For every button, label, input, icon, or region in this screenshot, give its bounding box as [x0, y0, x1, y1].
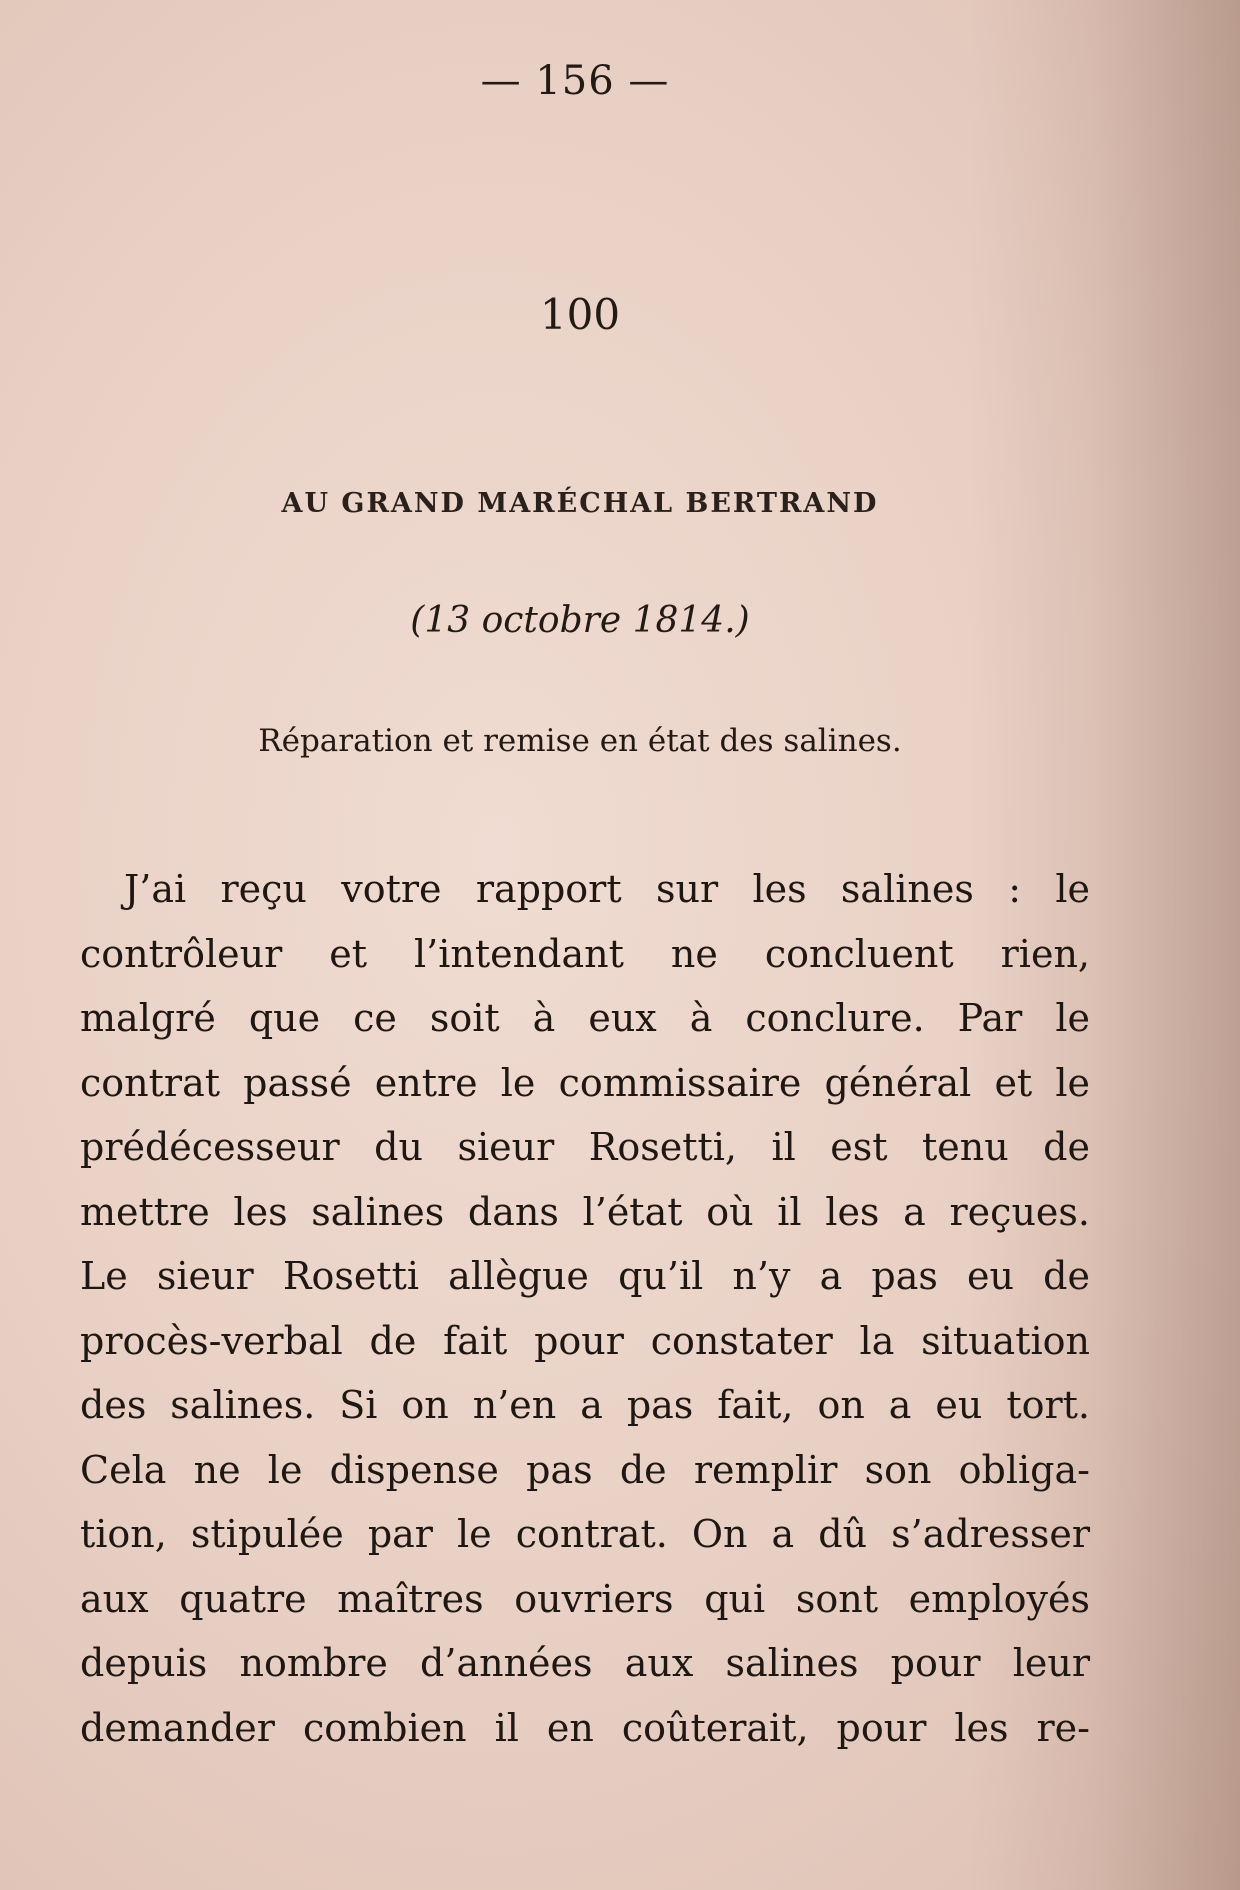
- body-line: mettre les salines dans l’état où il les a reçues.: [80, 1189, 1090, 1234]
- page-number: — 156 —: [480, 58, 670, 104]
- body-line: depuis nombre d’années aux salines pour leur: [80, 1641, 1090, 1685]
- letter-date: (13 octobre 1814.): [410, 600, 750, 641]
- letter-recipient: AU GRAND MARÉCHAL BERTRAND: [281, 488, 879, 519]
- body-line: des salines. Si on n’en a pas fait, on a eu tort.: [80, 1383, 1090, 1427]
- letter-subject: Réparation et remise en état des salines.: [258, 723, 902, 759]
- body-line: aux quatre maîtres ouvriers qui sont employés: [80, 1576, 1090, 1621]
- body-line: demander combien il en coûterait, pour les re-: [80, 1705, 1090, 1750]
- body-line: contrat passé entre le commissaire général et le: [80, 1060, 1090, 1105]
- letter-body: [80, 857, 1090, 1760]
- body-line: prédécesseur du sieur Rosetti, il est tenu de: [80, 1125, 1090, 1169]
- body-line: Cela ne le dispense pas de remplir son obliga-: [80, 1447, 1090, 1492]
- body-line: tion, stipulée par le contrat. On a dû s’adresser: [80, 1512, 1090, 1556]
- body-line: malgré que ce soit à eux à conclure. Par le: [80, 996, 1090, 1040]
- body-line: Le sieur Rosetti allègue qu’il n’y a pas eu de: [80, 1254, 1090, 1298]
- body-line: J’ai reçu votre rapport sur les salines : le: [124, 867, 1090, 911]
- letter-number: 100: [539, 290, 621, 339]
- body-line: procès-verbal de fait pour constater la situation: [80, 1318, 1090, 1363]
- body-line: contrôleur et l’intendant ne concluent rien,: [80, 931, 1090, 976]
